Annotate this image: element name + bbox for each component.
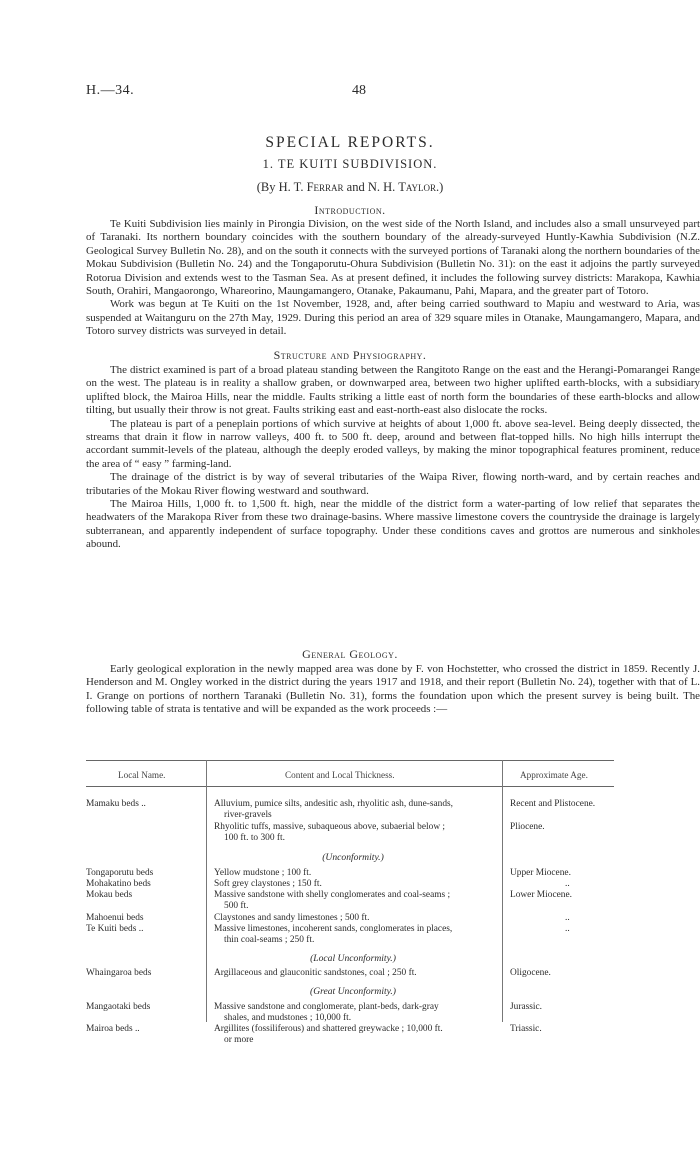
paragraph: The drainage of the district is by way of several tributaries of the Waipa River, flowing north-ward, and by certain reaches and tributaries of the Mokau River flowing westward and southward. bbox=[86, 471, 700, 497]
table-cell-name: Tongaporutu beds bbox=[86, 868, 154, 878]
structure-text bbox=[86, 364, 700, 552]
table-cell-name: Mangaotaki beds bbox=[86, 1002, 151, 1012]
paragraph: The plateau is part of a peneplain portions of which survive at heights of about 1,000 ft. above sea-level. Being deeply dissected, the streams that drain it flow in narrow valleys, 400 ft. to 500 ft. deep, around and between flat-topped hills. No high hills interrupt the accordant summit-levels of the plateau, although the deeply eroded valleys, by making the minor topographical features prominent, reduce the area of “ easy ” farming-land. bbox=[86, 417, 700, 470]
table-cell-content: Massive limestones, incoherent sands, conglomerates in places, bbox=[214, 924, 453, 934]
paragraph: Early geological exploration in the newly mapped area was done by F. von Hochstetter, who crossed the district in 1859. Recently J. Henderson and M. Ongley worked in the district during the years 1917 and 1918, and their report (Bulletin No. 24), together with that of L. I. Grange on portions of northern Taranaki (Bulletin No. 31), forms the foundation upon which the present survey is being built. The following table of strata is tentative and will be expanded as the work proceeds :— bbox=[86, 663, 700, 716]
section-heading-structure: Structure and Physiography. bbox=[273, 348, 427, 362]
paragraph: The district examined is part of a broad plateau standing between the Rangitoto Range on the east and the Herangi-Pomarangei Range on the west. The plateau is in reality a shallow graben, or downwarped area, between two higher uplifted earth-blocks, with a subsidiary uplifted block, the Mairoa Hills, near the middle. Faults striking a little east of north form the boundaries of these earth-blocks and allow tilting, but usually their throw is not great. Faults striking east and east-north-east also dislocate the rocks. bbox=[86, 364, 700, 417]
table-cell-name: Mokau beds bbox=[86, 890, 133, 900]
column-header-local-name: Local Name. bbox=[118, 770, 166, 780]
table-cell-age: .. bbox=[565, 879, 570, 889]
table-cell-name: Te Kuiti beds .. bbox=[86, 924, 144, 934]
table-cell-content: Rhyolitic tuffs, massive, subaqueous above, subaerial below ; bbox=[214, 822, 446, 832]
column-divider bbox=[206, 760, 207, 1022]
paragraph: Work was begun at Te Kuiti on the 1st November, 1928, and, after being carried southward to Mapiu and westward to Aria, was suspended at Waitanguru on the 27th May, 1929. During this period an area of 329 square miles in Otanake, Maungamangero, Mapara, and Totoro survey districts was surveyed in detail. bbox=[86, 298, 700, 338]
table-cell-age: Upper Miocene. bbox=[510, 868, 571, 878]
table-cell-content: Argillaceous and glauconitic sandstones, coal ; 250 ft. bbox=[214, 968, 417, 978]
series-code: H.—34. bbox=[86, 83, 135, 98]
table-cell-name: Whaingaroa beds bbox=[86, 968, 152, 978]
table-cell-name: Mohakatino beds bbox=[86, 879, 151, 889]
table-cell-content: thin coal-seams ; 250 ft. bbox=[224, 935, 315, 945]
report-subtitle: 1. TE KUITI SUBDIVISION. bbox=[262, 157, 438, 171]
introduction-text bbox=[86, 218, 700, 339]
authors-and: and bbox=[346, 180, 365, 194]
table-cell-content: Alluvium, pumice silts, andesitic ash, rhyolitic ash, dune-sands, bbox=[214, 799, 454, 809]
section-heading-geology: General Geology. bbox=[302, 647, 398, 661]
column-divider bbox=[502, 760, 503, 1022]
table-cell-content: 100 ft. to 300 ft. bbox=[224, 833, 285, 843]
table-cell-age: Pliocene. bbox=[510, 822, 545, 832]
table-cell-content: shales, and mudstones ; 10,000 ft. bbox=[224, 1013, 352, 1023]
table-cell-content: or more bbox=[224, 1035, 254, 1045]
table-cell-content: Massive sandstone with shelly conglomerates and coal-seams ; bbox=[214, 890, 451, 900]
paragraph: Te Kuiti Subdivision lies mainly in Pirongia Division, on the west side of the North Island, and includes also a small unsurveyed part of Taranaki. Its northern boundary coincides with the southern boundary of the already-surveyed Huntly-Kawhia Subdivision (N.Z. Geological Survey Bulletin No. 28), and on the south it connects with the surveyed portions of Taranaki along the northern boundaries of the Mokau Subdivision (Bulletin No. 24) and the Tongaporutu-Ohura Subdivision (Bulletin No. 31): on the east it adjoins the partly surveyed Rotorua Division and extends west to the Tasman Sea. As at present defined, it includes the following survey districts: Marakopa, Kawhia South, Orahiri, Mangaorongo, Whareorino, Maungamangero, Otanake, Pakaumanu, Pahi, Mapara, and the greater part of Totoro. bbox=[86, 218, 700, 298]
table-cell-age: .. bbox=[565, 913, 570, 923]
local-unconformity-label: (Local Unconformity.) bbox=[310, 953, 396, 964]
table-header-rule bbox=[86, 786, 614, 787]
table-cell-age: Lower Miocene. bbox=[510, 890, 572, 900]
table-cell-content: Soft grey claystones ; 150 ft. bbox=[214, 879, 322, 889]
table-top-rule bbox=[86, 760, 614, 761]
table-cell-age: Jurassic. bbox=[510, 1002, 543, 1012]
table-cell-age: Recent and Plistocene. bbox=[510, 799, 596, 809]
section-heading-introduction: Introduction. bbox=[314, 203, 386, 217]
table-cell-content: Claystones and sandy limestones ; 500 ft. bbox=[214, 913, 370, 923]
table-cell-content: river-gravels bbox=[224, 810, 272, 820]
table-cell-content: Argillites (fossiliferous) and shattered greywacke ; 10,000 ft. bbox=[214, 1024, 443, 1034]
table-cell-content: Massive sandstone and conglomerate, plant-beds, dark-gray bbox=[214, 1002, 439, 1012]
great-unconformity-label: (Great Unconformity.) bbox=[310, 986, 396, 997]
table-cell-age: Oligocene. bbox=[510, 968, 551, 978]
table-cell-age: .. bbox=[565, 924, 570, 934]
table-cell-content: Yellow mudstone ; 100 ft. bbox=[214, 868, 312, 878]
table-cell-name: Mahoenui beds bbox=[86, 913, 144, 923]
paragraph: The Mairoa Hills, 1,000 ft. to 1,500 ft. high, near the middle of the district form a water-parting of low relief that separates the headwaters of the Marakopa River from these two drainage-basins. Where massive limestone covers the countryside the drainage is largely subterranean, and apparently independent of surface topography. Under these conditions caves and grottos are numerous and sinkholes abound. bbox=[86, 498, 700, 551]
table-cell-content: 500 ft. bbox=[224, 901, 249, 911]
author-taylor: N. H. Taylor.) bbox=[367, 180, 444, 194]
table-cell-age: Triassic. bbox=[510, 1024, 542, 1034]
authors-line bbox=[0, 180, 700, 195]
table-cell-name: Mamaku beds .. bbox=[86, 799, 146, 809]
page-title: SPECIAL REPORTS. bbox=[265, 134, 435, 151]
authors-prefix: (By bbox=[256, 180, 276, 194]
page-number: 48 bbox=[352, 83, 366, 98]
column-header-content: Content and Local Thickness. bbox=[285, 770, 395, 780]
column-header-age: Approximate Age. bbox=[520, 770, 588, 780]
author-ferrar: H. T. Ferrar bbox=[278, 180, 344, 194]
geology-text bbox=[86, 663, 700, 717]
table-cell-name: Mairoa beds .. bbox=[86, 1024, 140, 1034]
unconformity-label: (Unconformity.) bbox=[322, 852, 384, 863]
